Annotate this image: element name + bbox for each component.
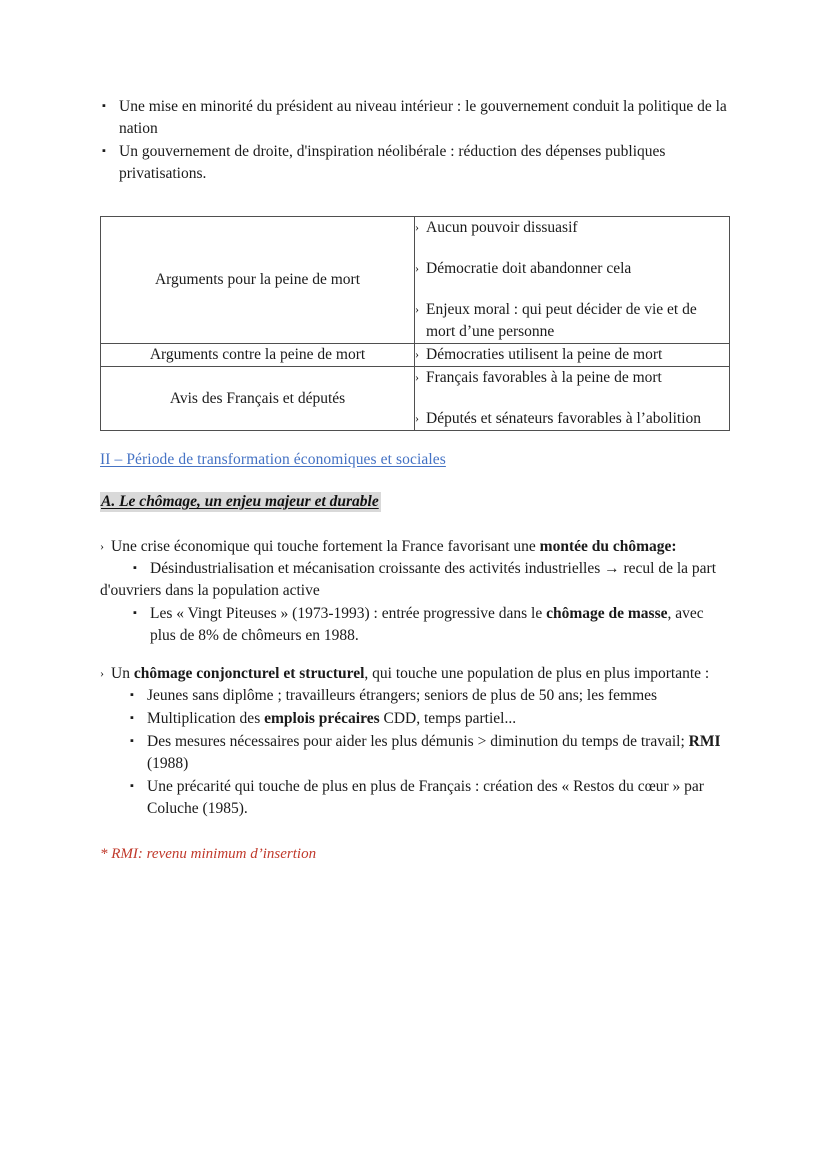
text-before: Les « Vingt Piteuses » (1973-1993) : entrée progressive dans le (150, 605, 547, 622)
text-bold: chômage de masse (546, 605, 668, 622)
text-after: CDD, temps partiel... (379, 710, 517, 727)
list-item-label (147, 708, 730, 730)
point-text: Aucun pouvoir dissuasif (426, 219, 578, 236)
square-bullet-icon: ▪ (130, 712, 134, 724)
point-text: Députés et sénateurs favorables à l’abolition (426, 410, 702, 427)
chevron-icon: › (415, 302, 419, 316)
point-text: Démocratie doit abandonner cela (426, 260, 632, 277)
lead-text-bold: montée du chômage: (539, 538, 677, 555)
square-bullet-icon: ▪ (133, 562, 137, 574)
spacer (100, 469, 730, 492)
text-after: , avec plus de 8% de chômeurs en 1988. (150, 605, 704, 644)
square-bullet-icon: ▪ (133, 607, 137, 619)
section-heading: II – Période de transformation économiques et sociales (100, 451, 446, 468)
list-item-label (147, 731, 730, 775)
chevron-icon: › (100, 666, 104, 680)
footnote-rmi: * RMI: revenu minimum d’insertion (100, 846, 317, 862)
list-item-label (147, 685, 730, 707)
chevron-point (415, 217, 729, 239)
lead-paragraph-chomage (100, 663, 730, 685)
table-cell-label: Avis des Français et députés (101, 367, 415, 431)
square-bullet-icon: ▪ (130, 780, 134, 792)
chevron-point (415, 367, 729, 389)
list-item (128, 708, 730, 730)
list-item (100, 558, 730, 602)
spacer (100, 648, 730, 663)
document-content (100, 96, 730, 863)
lead-paragraph-crise (100, 536, 730, 558)
chevron-icon: › (415, 220, 419, 234)
list-item (128, 776, 730, 820)
list-item (131, 603, 730, 647)
table-row (101, 217, 730, 344)
chomage-bullet-list (128, 685, 730, 820)
crise-bullet-list (100, 558, 730, 602)
spacer (100, 186, 730, 216)
lead-text: Un (111, 665, 134, 682)
spacer (100, 512, 730, 536)
vingt-piteuses-list (131, 603, 730, 647)
square-bullet-icon: ▪ (102, 145, 106, 157)
list-item (100, 96, 730, 140)
list-item-label: Une mise en minorité du président au niveau intérieur : le gouvernement conduit la politique de la nation (119, 98, 727, 137)
chevron-icon: › (415, 261, 419, 275)
subsection-heading-wrap (100, 492, 730, 512)
square-bullet-icon: ▪ (102, 100, 106, 112)
chevron-point (415, 299, 729, 343)
point-text: Enjeux moral : qui peut décider de vie et de mort d’une personne (426, 301, 697, 340)
chevron-icon: › (100, 539, 104, 553)
section-heading-wrap (100, 451, 730, 469)
table-cell-points (415, 217, 730, 344)
table-cell-points (415, 344, 730, 367)
lead-text-after: , qui touche une population de plus en plus importante : (364, 665, 710, 682)
point-text: Français favorables à la peine de mort (426, 369, 662, 386)
list-item-label: Un gouvernement de droite, d'inspiration néolibérale : réduction des dépenses publiques privatisations. (119, 143, 666, 182)
list-item-label (147, 776, 730, 820)
intro-bullet-list (100, 96, 730, 185)
list-item (128, 731, 730, 775)
chevron-point (415, 258, 729, 280)
list-item-label (150, 603, 730, 647)
square-bullet-icon: ▪ (130, 735, 134, 747)
point-text: Démocraties utilisent la peine de mort (426, 346, 663, 363)
table-cell-label: Arguments pour la peine de mort (101, 217, 415, 344)
spacer (100, 431, 730, 451)
chevron-point (415, 408, 729, 430)
death-penalty-table (100, 216, 730, 431)
text-before: Jeunes sans diplôme ; travailleurs étrangers; seniors de plus de 50 ans; les femmes (147, 687, 658, 704)
chevron-icon: › (415, 347, 419, 361)
chevron-icon: › (415, 370, 419, 384)
list-item-label: Désindustrialisation et mécanisation croissante des activités industrielles → recul de la part d'ouvriers dans la population active (100, 560, 717, 599)
lead-text-bold: chômage conjoncturel et structurel (133, 665, 365, 682)
chevron-point (415, 344, 729, 366)
chevron-icon: › (415, 411, 419, 425)
text-bold: emplois précaires (264, 710, 380, 727)
table-cell-points (415, 367, 730, 431)
table-row (101, 367, 730, 431)
text-before: Multiplication des (147, 710, 265, 727)
text-bold: RMI (688, 733, 721, 750)
spacer (100, 821, 730, 846)
list-item (100, 141, 730, 185)
text-before: Une précarité qui touche de plus en plus de Français : création des « Restos du cœur » par Coluche (1985). (147, 778, 704, 817)
square-bullet-icon: ▪ (130, 689, 134, 701)
subsection-heading: A. Le chômage, un enjeu majeur et durable (101, 493, 379, 510)
lead-text: Une crise économique qui touche fortement la France favorisant une (111, 538, 540, 555)
list-item (128, 685, 730, 707)
text-after: (1988) (147, 755, 189, 772)
text-before: Des mesures nécessaires pour aider les plus démunis > diminution du temps de travail; (147, 733, 689, 750)
table-row (101, 344, 730, 367)
table-cell-label: Arguments contre la peine de mort (101, 344, 415, 367)
